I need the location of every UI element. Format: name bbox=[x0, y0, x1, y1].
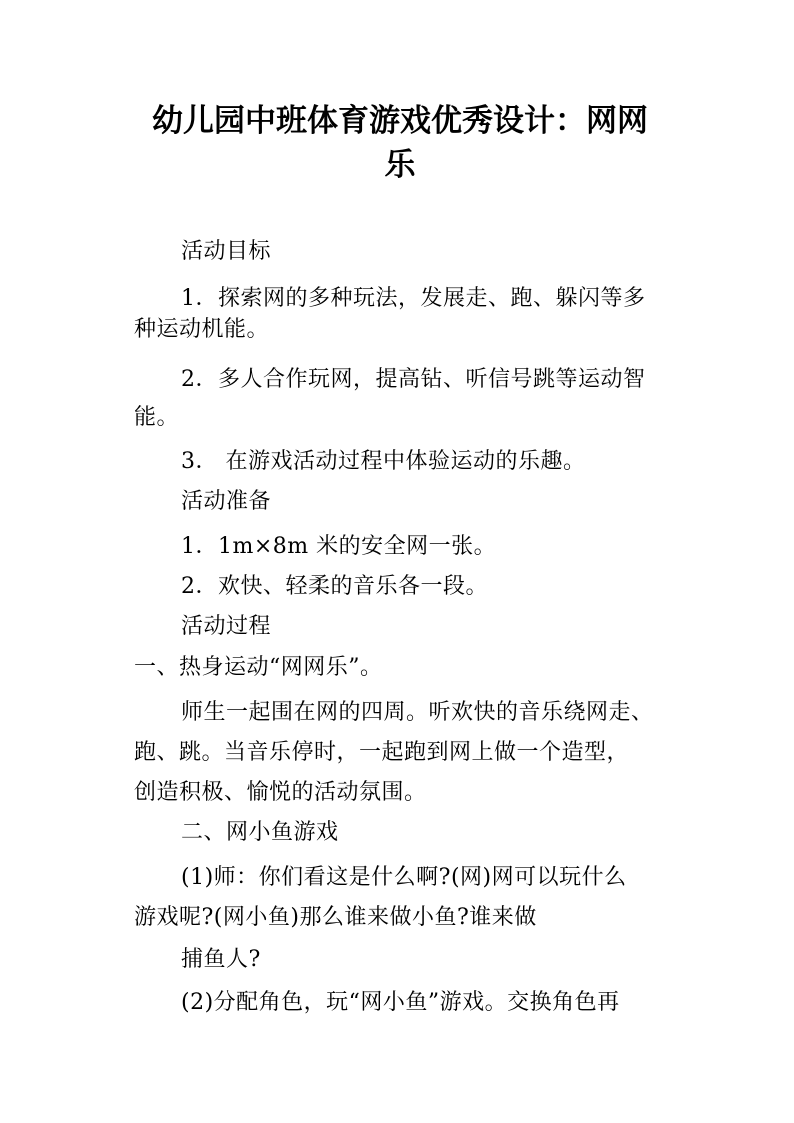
paragraph-line: 3． 在游戏活动过程中体验运动的乐趣。 bbox=[181, 449, 586, 474]
document-title-line-1: 幼儿园中班体育游戏优秀设计：网网 bbox=[152, 103, 648, 139]
paragraph-line: 创造积极、愉悦的活动氛围。 bbox=[134, 780, 427, 805]
paragraph-line: (2)分配角色，玩“网小鱼”游戏。交换角色再 bbox=[181, 990, 620, 1015]
paragraph-line: 捕鱼人? bbox=[181, 947, 261, 972]
paragraph-line: 2．多人合作玩网，提高钻、听信号跳等运动智 bbox=[181, 367, 646, 392]
paragraph-line: 一、热身运动“网网乐”。 bbox=[134, 655, 383, 680]
section-heading-fish-game: 二、网小鱼游戏 bbox=[181, 820, 339, 845]
paragraph-line: (1)师：你们看这是什么啊?(网)网可以玩什么 bbox=[181, 865, 627, 890]
paragraph-line: 跑、跳。当音乐停时，一起跑到网上做一个造型， bbox=[134, 740, 630, 765]
section-heading-preparation: 活动准备 bbox=[181, 489, 272, 514]
document-title-line-2: 乐 bbox=[384, 147, 416, 183]
paragraph-line: 师生一起围在网的四周。听欢快的音乐绕网走、 bbox=[181, 700, 654, 725]
section-heading-goals: 活动目标 bbox=[181, 239, 272, 264]
paragraph-line: 2．欢快、轻柔的音乐各一段。 bbox=[181, 574, 488, 599]
paragraph-line: 种运动机能。 bbox=[134, 317, 270, 342]
paragraph-line: 游戏呢?(网小鱼)那么谁来做小鱼?谁来做 bbox=[134, 905, 537, 930]
paragraph-line: 1．1m×8m 米的安全网一张。 bbox=[181, 534, 497, 559]
paragraph-line: 1．探索网的多种玩法，发展走、跑、躲闪等多 bbox=[181, 286, 646, 311]
section-heading-process: 活动过程 bbox=[181, 614, 272, 639]
paragraph-line: 能。 bbox=[134, 405, 180, 430]
